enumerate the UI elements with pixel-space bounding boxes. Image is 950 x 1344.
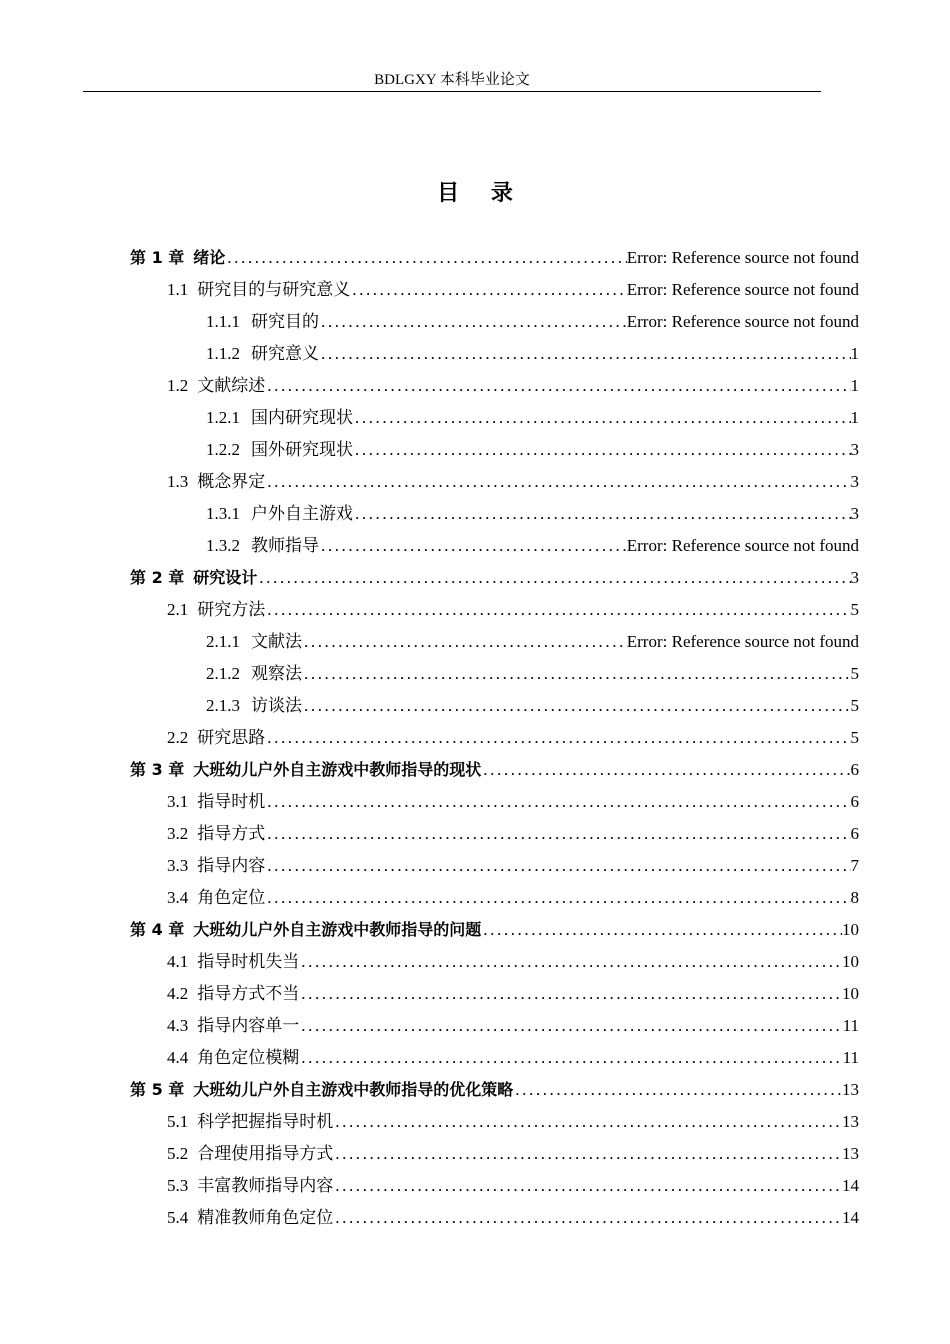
toc-entry-number: 2.1.3	[206, 696, 240, 715]
page-header: BDLGXY 本科毕业论文	[374, 72, 530, 88]
dot-leader	[299, 978, 842, 1010]
dot-leader	[481, 754, 850, 786]
toc-entry-title: 精准教师角色定位	[197, 1208, 334, 1227]
toc-entry[interactable]	[130, 786, 859, 818]
toc-entry-title: 指导时机	[197, 792, 266, 811]
toc-entry-title: 研究思路	[197, 728, 266, 747]
toc-entry-title: 指导内容单一	[197, 1016, 300, 1035]
toc-entry-number: 第 2 章	[130, 568, 185, 587]
toc-entry-page: 13	[842, 1080, 859, 1099]
toc-entry-page: 1	[850, 408, 859, 427]
dot-leader	[265, 786, 850, 818]
dot-leader	[265, 818, 850, 850]
toc-entry-number: 1.3.1	[206, 504, 240, 523]
toc-entry[interactable]	[130, 1106, 859, 1138]
toc-entry[interactable]	[130, 658, 859, 690]
toc-entry[interactable]	[130, 1170, 859, 1202]
toc-entry-title: 概念界定	[197, 472, 266, 491]
toc-entry[interactable]	[130, 626, 859, 658]
dot-leader	[319, 530, 627, 562]
toc-entry-number: 4.1	[167, 952, 189, 971]
dot-leader	[319, 338, 851, 370]
toc-entry[interactable]	[130, 498, 859, 530]
toc-entry-title: 研究目的	[251, 312, 319, 331]
toc-entry[interactable]	[130, 914, 859, 946]
toc-entry-page: 5	[850, 664, 859, 683]
dot-leader	[299, 1042, 842, 1074]
toc-entry-page: Error: Reference source not found	[626, 536, 859, 555]
toc-entry-number: 3.3	[167, 856, 189, 875]
dot-leader	[302, 690, 851, 722]
toc-entry-page: 5	[850, 696, 859, 715]
dot-leader	[299, 946, 842, 978]
toc-entry-title: 绪论	[193, 248, 226, 267]
toc-entry-number: 第 1 章	[130, 248, 185, 267]
toc-entry-number: 3.1	[167, 792, 189, 811]
toc-entry-number: 4.3	[167, 1016, 189, 1035]
toc-entry-number: 1.3	[167, 472, 189, 491]
toc-entry-number: 5.4	[167, 1208, 189, 1227]
toc-entry[interactable]	[130, 1074, 859, 1106]
toc-entry-title: 文献法	[251, 632, 302, 651]
toc-entry[interactable]	[130, 1010, 859, 1042]
toc-entry-page: 10	[842, 984, 859, 1003]
toc-entry[interactable]	[130, 1042, 859, 1074]
toc-entry-title: 研究方法	[197, 600, 266, 619]
toc-entry-title: 国外研究现状	[251, 440, 353, 459]
toc-entry-page: 14	[842, 1208, 859, 1227]
dot-leader	[333, 1138, 842, 1170]
toc-entry[interactable]	[130, 1138, 859, 1170]
toc-entry-title: 研究设计	[193, 568, 258, 587]
toc-entry[interactable]	[130, 690, 859, 722]
toc-entry-number: 1.2.2	[206, 440, 240, 459]
toc-entry-title: 指导方式	[197, 824, 266, 843]
dot-leader	[333, 1170, 842, 1202]
toc-entry-number: 3.4	[167, 888, 189, 907]
toc-entry-number: 5.3	[167, 1176, 189, 1195]
toc-entry-number: 2.2	[167, 728, 189, 747]
dot-leader	[353, 498, 851, 530]
header-rule	[83, 91, 821, 92]
toc-entry-page: 3	[850, 568, 859, 587]
toc-entry-page: 6	[850, 792, 859, 811]
toc-entry-number: 5.1	[167, 1112, 189, 1131]
toc-entry[interactable]	[130, 434, 859, 466]
dot-leader	[350, 274, 627, 306]
toc-entry[interactable]	[130, 274, 859, 306]
dot-leader	[265, 882, 850, 914]
toc-entry-title: 大班幼儿户外自主游戏中教师指导的优化策略	[193, 1080, 514, 1099]
toc-entry-page: Error: Reference source not found	[626, 248, 859, 267]
toc-entry[interactable]	[130, 594, 859, 626]
toc-entry-number: 第 5 章	[130, 1080, 185, 1099]
toc-entry-number: 2.1.1	[206, 632, 240, 651]
toc-entry-title: 角色定位	[197, 888, 266, 907]
toc-entry-title: 文献综述	[197, 376, 266, 395]
toc-entry[interactable]	[130, 466, 859, 498]
toc-entry-title: 观察法	[251, 664, 302, 683]
toc-entry[interactable]	[130, 818, 859, 850]
toc-entry[interactable]	[130, 722, 859, 754]
toc-entry[interactable]	[130, 242, 859, 274]
toc-entry-page: 6	[850, 824, 859, 843]
toc-entry-number: 1.3.2	[206, 536, 240, 555]
toc-entry[interactable]	[130, 754, 859, 786]
toc-entry-page: 3	[850, 472, 859, 491]
toc-entry-number: 4.4	[167, 1048, 189, 1067]
toc-entry-number: 1.1.2	[206, 344, 240, 363]
toc-entry-page: 13	[842, 1112, 859, 1131]
dot-leader	[265, 722, 850, 754]
toc-entry-title: 教师指导	[251, 536, 319, 555]
dot-leader	[353, 402, 851, 434]
toc-entry-title: 指导内容	[197, 856, 266, 875]
toc-entry-number: 第 4 章	[130, 920, 185, 939]
toc-entry-title: 丰富教师指导内容	[197, 1176, 334, 1195]
toc-entry-title: 研究目的与研究意义	[197, 280, 351, 299]
toc-entry-page: 14	[842, 1176, 859, 1195]
toc-entry-number: 2.1	[167, 600, 189, 619]
toc-entry-number: 1.1.1	[206, 312, 240, 331]
toc-entry-number: 5.2	[167, 1144, 189, 1163]
dot-leader	[257, 562, 850, 594]
toc-entry[interactable]	[130, 882, 859, 914]
toc-entry-page: 5	[850, 728, 859, 747]
toc-entry-number: 3.2	[167, 824, 189, 843]
toc-entry-page: 13	[842, 1144, 859, 1163]
toc-entry-number: 2.1.2	[206, 664, 240, 683]
toc-entry[interactable]	[130, 530, 859, 562]
toc-entry[interactable]	[130, 402, 859, 434]
toc-entry-page: Error: Reference source not found	[626, 632, 859, 651]
toc-entry[interactable]	[130, 370, 859, 402]
toc-entry-number: 4.2	[167, 984, 189, 1003]
toc-entry-title: 科学把握指导时机	[197, 1112, 334, 1131]
toc-entry[interactable]	[130, 338, 859, 370]
dot-leader	[302, 626, 627, 658]
toc-entry-title: 角色定位模糊	[197, 1048, 300, 1067]
toc-entry-page: 1	[850, 376, 859, 395]
toc-entry-title: 指导时机失当	[197, 952, 300, 971]
toc-entry-page: 1	[850, 344, 859, 363]
toc-entry-number: 1.2.1	[206, 408, 240, 427]
dot-leader	[225, 242, 626, 274]
toc-entry-page: 7	[850, 856, 859, 875]
toc-entry-title: 访谈法	[251, 696, 302, 715]
toc-entry-page: 5	[850, 600, 859, 619]
dot-leader	[299, 1010, 842, 1042]
toc-entry-page: 11	[842, 1016, 859, 1035]
toc-entry-page: 11	[842, 1048, 859, 1067]
dot-leader	[353, 434, 851, 466]
dot-leader	[481, 914, 842, 946]
toc-title: 目 录	[437, 181, 525, 206]
toc-entry-title: 指导方式不当	[197, 984, 300, 1003]
dot-leader	[265, 466, 850, 498]
toc-entry-page: 3	[850, 504, 859, 523]
toc-entry-title: 大班幼儿户外自主游戏中教师指导的现状	[193, 760, 482, 779]
toc-entry-title: 研究意义	[251, 344, 319, 363]
toc-entry-page: Error: Reference source not found	[626, 312, 859, 331]
dot-leader	[265, 594, 850, 626]
toc-entry-page: 6	[850, 760, 859, 779]
toc-entry-page: 10	[842, 920, 859, 939]
dot-leader	[265, 370, 850, 402]
dot-leader	[333, 1202, 842, 1234]
toc-entry[interactable]	[130, 306, 859, 338]
toc-entry-title: 大班幼儿户外自主游戏中教师指导的问题	[193, 920, 482, 939]
toc-entry-number: 1.1	[167, 280, 189, 299]
toc-entry-title: 合理使用指导方式	[197, 1144, 334, 1163]
toc-entry[interactable]	[130, 978, 859, 1010]
dot-leader	[265, 850, 850, 882]
toc-entry-number: 第 3 章	[130, 760, 185, 779]
toc-entry-title: 户外自主游戏	[251, 504, 353, 523]
toc-entry-page: 3	[850, 440, 859, 459]
toc-entry-page: Error: Reference source not found	[626, 280, 859, 299]
toc-entry[interactable]	[130, 850, 859, 882]
table-of-contents	[130, 242, 859, 1234]
toc-entry-page: 10	[842, 952, 859, 971]
toc-entry-page: 8	[850, 888, 859, 907]
toc-entry-number: 1.2	[167, 376, 189, 395]
dot-leader	[513, 1074, 842, 1106]
toc-entry[interactable]	[130, 946, 859, 978]
toc-entry[interactable]	[130, 1202, 859, 1234]
dot-leader	[319, 306, 627, 338]
toc-entry-title: 国内研究现状	[251, 408, 353, 427]
toc-entry[interactable]	[130, 562, 859, 594]
dot-leader	[302, 658, 851, 690]
dot-leader	[333, 1106, 842, 1138]
